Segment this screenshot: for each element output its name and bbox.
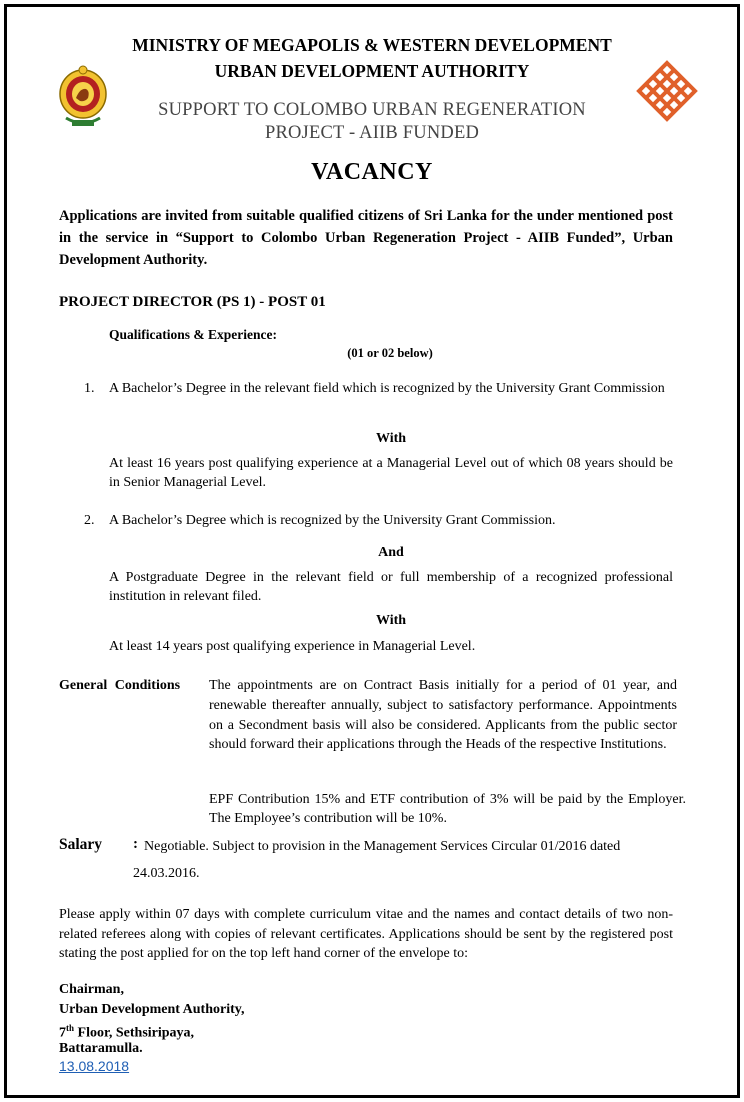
vacancy-title: VACANCY [311,159,433,185]
apply-paragraph: Please apply within 07 days with complete curriculum vitae and the names and contact details of two non-related referees along with copies of relevant certificates. Applications should be sent by the registered post stating the post applied for on the top left hand corner of the envelope to: [59,907,673,961]
salary-colon: : [133,836,138,852]
qualifications-subheading: (01 or 02 below) [347,346,433,360]
item-2-number: 2. [84,513,95,528]
address-line1: Chairman, [59,982,124,997]
intro-paragraph: Applications are invited from suitable qualified citizens of Sri Lanka for the under mentioned post in the service in “Support to Colombo Urban Regeneration Project - AIIB Funded”, Urban Development Authority. [59,208,673,268]
uda-knot-logo-icon [636,60,698,122]
item-1-number: 1. [84,381,95,396]
address-line4: Battaramulla. [59,1041,143,1056]
post-title: PROJECT DIRECTOR (PS 1) - POST 01 [59,294,326,310]
project-title-line1: SUPPORT TO COLOMBO URBAN REGENERATION [158,100,586,120]
item-2-with: With [375,613,407,628]
sri-lanka-emblem-icon [58,62,108,130]
general-conditions-label: General Conditions [59,678,181,693]
address-line2: Urban Development Authority, [59,1002,245,1017]
salary-text-line2: 24.03.2016. [133,866,200,881]
salary-text-line1: Negotiable. Subject to provision in the Management Services Circular 01/2016 dated [144,839,621,854]
salary-label: Salary [59,836,103,853]
item-2-postgrad: A Postgraduate Degree in the relevant field or full membership of a recognized professional institution in relevant filed. [109,570,673,604]
address-floor-rest: Floor, Sethsiripaya, [74,1025,195,1041]
address-floor-suffix: th [66,1023,75,1033]
project-title-line2: PROJECT - AIIB FUNDED [264,123,480,143]
item-1-with: With [375,431,407,446]
general-conditions-para2: EPF Contribution 15% and ETF contribution of 3% will be paid by the Employer. The Employee’s contribution will be 10%. [209,792,686,826]
qualifications-heading: Qualifications & Experience: [109,327,277,342]
item-2-degree: A Bachelor’s Degree which is recognized by the University Grant Commission. [109,513,556,528]
ministry-title: MINISTRY OF MEGAPOLIS & WESTERN DEVELOPMENT [132,35,612,55]
item-1-experience: At least 16 years post qualifying experience at a Managerial Level out of which 08 years should be in Senior Managerial Level. [109,456,673,490]
general-conditions-para1: The appointments are on Contract Basis initially for a period of 01 year, and renewable thereafter annually, subject to satisfactory performance. Appointments on a Secondment basis will also be considered. Applicants from the public sector should forward their applications through the Heads of the respective Institutions. [209,678,677,753]
item-2-experience: At least 14 years post qualifying experience in Managerial Level. [109,639,476,654]
address-floor-number: 7 [59,1025,66,1041]
item-1-degree: A Bachelor’s Degree in the relevant field which is recognized by the University Grant Commission [109,381,665,396]
item-2-and: And [378,545,404,560]
date-link[interactable]: 13.08.2018 [59,1058,130,1074]
authority-title: URBAN DEVELOPMENT AUTHORITY [214,61,530,81]
